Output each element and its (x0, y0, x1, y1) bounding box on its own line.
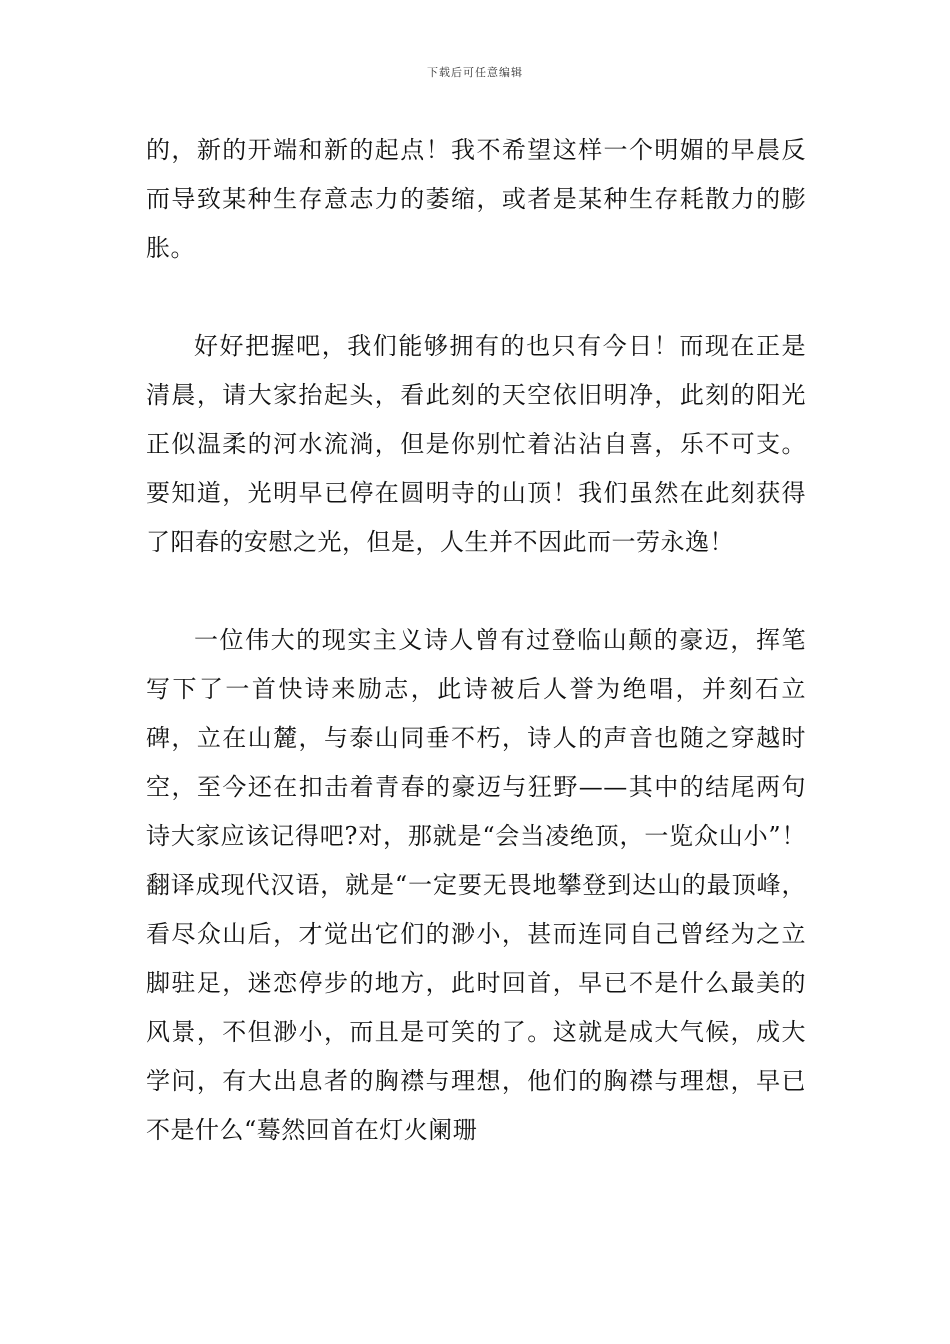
document-body (146, 126, 806, 1155)
header-note: 下载后可任意编辑 (427, 66, 523, 79)
paragraph-poet-summit: 一位伟大的现实主义诗人曾有过登临山颠的豪迈，挥笔写下了一首快诗来励志，此诗被后人誉为绝唱，并刻石立碑，立在山麓，与泰山同垂不朽，诗人的声音也随之穿越时空，至今还在扣击着青春的豪迈与狂野——其中的结尾两句诗大家应该记得吧?对，那就是“会当凌绝顶，一览众山小”！翻译成现代汉语，就是“一定要无畏地攀登到达山的最顶峰，看尽众山后，才觉出它们的渺小，甚而连同自己曾经为之立脚驻足，迷恋停步的地方，此时回首，早已不是什么最美的风景，不但渺小，而且是可笑的了。这就是成大气候，成大学问，有大出息者的胸襟与理想，他们的胸襟与理想，早已不是什么“蓦然回首在灯火阑珊 (146, 626, 806, 1144)
paragraph-continuation: 的，新的开端和新的起点！我不希望这样一个明媚的早晨反而导致某种生存意志力的萎缩，或者是某种生存耗散力的膨胀。 (146, 136, 806, 262)
paragraph-seize-today: 好好把握吧，我们能够拥有的也只有今日！而现在正是清晨，请大家抬起头，看此刻的天空依旧明净，此刻的阳光正似温柔的河水流淌，但是你别忙着沾沾自喜，乐不可支。要知道，光明早已停在圆明寺的山顶！我们虽然在此刻获得了阳春的安慰之光，但是，人生并不因此而一劳永逸！ (146, 332, 806, 556)
